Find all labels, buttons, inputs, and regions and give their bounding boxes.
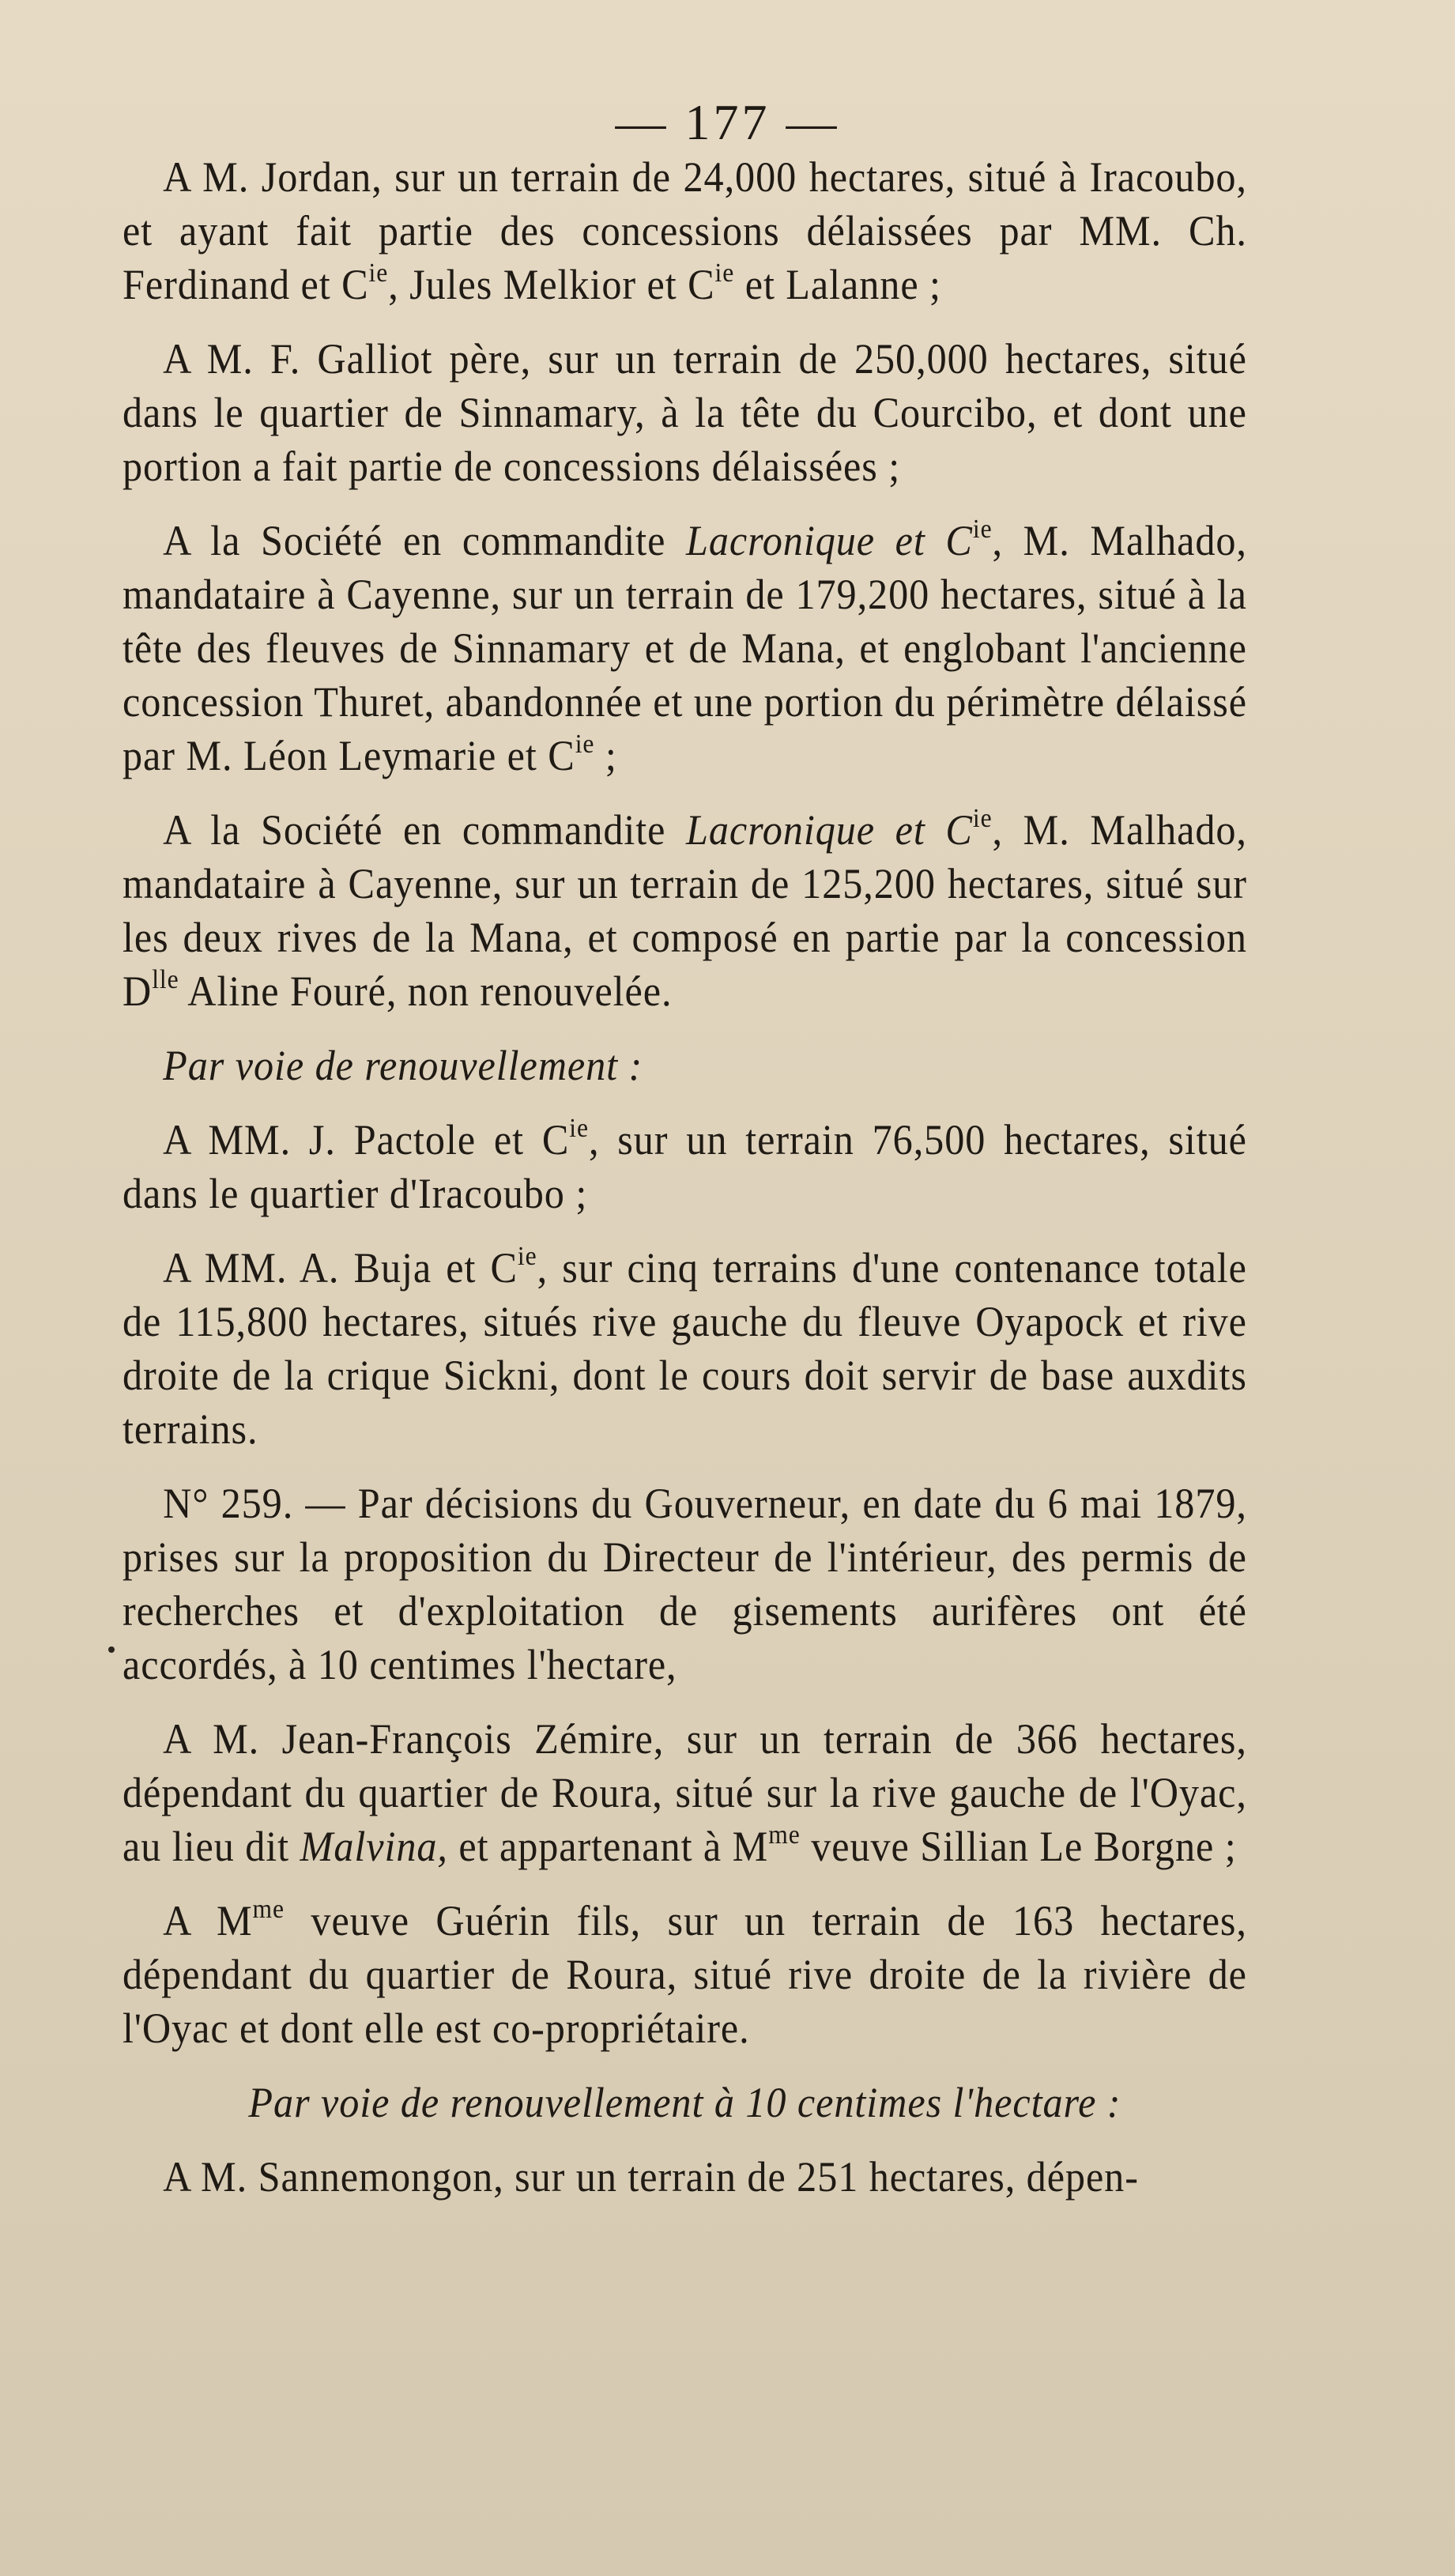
paragraph-text: A la Société en commandite [163,517,687,564]
paragraph-text: A M [163,1897,253,1944]
paragraph-text: veuve Sillian Le Borgne ; [800,1823,1237,1870]
paragraph-text: veuve Guérin fils, sur un terrain de 163 hectares, dépendant du quartier de Roura, situé rive droite de la rivière de l'Oyac et dont elle est co-propriétaire. [123,1897,1247,2052]
paragraph-text: , M. Malhado, mandataire à Cayenne, sur un terrain de 125,200 hectares, situé sur les deux rives de la Mana, et composé en partie par la concession D [123,806,1247,1015]
italic-text: Malvina, [300,1823,448,1870]
superscript: ie [972,804,993,833]
paragraph-text: et Lalanne ; [734,261,941,308]
paragraph-text: , Jules Melkior et C [388,261,715,308]
superscript: me [768,1820,801,1850]
paragraph-text: Aline Fouré, non renouvelée. [179,967,673,1015]
superscript: me [252,1895,285,1924]
paragraph [123,1241,1247,1456]
body-text [123,150,1247,2224]
superscript: ie [368,258,389,288]
paragraph-text: et appartenant à M [447,1823,769,1870]
italic-text: Lacronique et C [686,517,973,564]
section-heading [123,1039,1247,1092]
paragraph-text: , M. Malhado, mandataire à Cayenne, sur un terrain de 179,200 hectares, situé à la tête des fleuves de Sinnamary et de Mana, et englobant l'ancienne concession Thuret, abandonnée et une portion du périmètre délaissé par M. Léon Leymarie et C [123,517,1247,779]
superscript: ie [575,730,595,759]
paragraph [123,1477,1247,1692]
italic-text: Lacronique et C [686,806,973,854]
heading-text: Par voie de renouvellement : [163,1042,643,1089]
paragraph [123,803,1247,1018]
paragraph-text: A M. Jean-François Zémire, sur un terrain de 366 hectares, dépendant du quartier de Roura, situé sur la rive gauche de l'Oyac, au lieu dit [123,1715,1247,1870]
superscript: ie [517,1242,537,1271]
paragraph-text: A M. Jordan, sur un terrain de 24,000 hectares, situé à Iracoubo, et ayant fait partie des concessions délaissées par MM. Ch. Ferdinand et C [123,153,1247,308]
paragraph [123,514,1247,783]
paragraph-text: A MM. A. Buja et C [163,1244,518,1292]
superscript: ie [714,258,735,288]
paragraph [123,1113,1247,1220]
superscript: ie [569,1114,589,1143]
superscript: ie [972,515,993,544]
paragraph-text: N° 259. — Par décisions du Gouverneur, en date du 6 mai 1879, prises sur la proposition du Directeur de l'intérieur, des permis de recherches et d'exploitation de gisements aurifères ont été accordés, à 10 centimes l'hectare, [123,1480,1247,1688]
paragraph-text: A M. Sannemongon, sur un terrain de 251 hectares, dépen- [163,2153,1139,2201]
paragraph-text: , sur un terrain 76,500 hectares, situé dans le quartier d'Iracoubo ; [123,1116,1247,1217]
section-heading [123,2076,1247,2129]
paragraph-text: A la Société en commandite [163,806,687,854]
paragraph [123,1894,1247,2055]
paragraph-text: ; [594,732,617,779]
paragraph [123,150,1247,311]
margin-mark [108,1646,115,1653]
paragraph-text: A M. F. Galliot père, sur un terrain de 250,000 hectares, situé dans le quartier de Sinnamary, à la tête du Courcibo, et dont une portion a fait partie de concessions délaissées ; [123,335,1247,490]
paragraph [123,1712,1247,1873]
page-number: — 177 — [615,94,840,150]
heading-text: Par voie de renouvellement à 10 centimes l'hectare : [248,2079,1121,2126]
paragraph [123,2150,1247,2204]
paragraph-text: , sur cinq terrains d'une contenance totale de 115,800 hectares, situés rive gauche du fleuve Oyapock et rive droite de la crique Sickni, dont le cours doit servir de base auxdits terrains. [123,1244,1247,1453]
paragraph-text: A MM. J. Pactole et C [163,1116,570,1164]
superscript: lle [152,965,179,994]
paragraph [123,332,1247,493]
